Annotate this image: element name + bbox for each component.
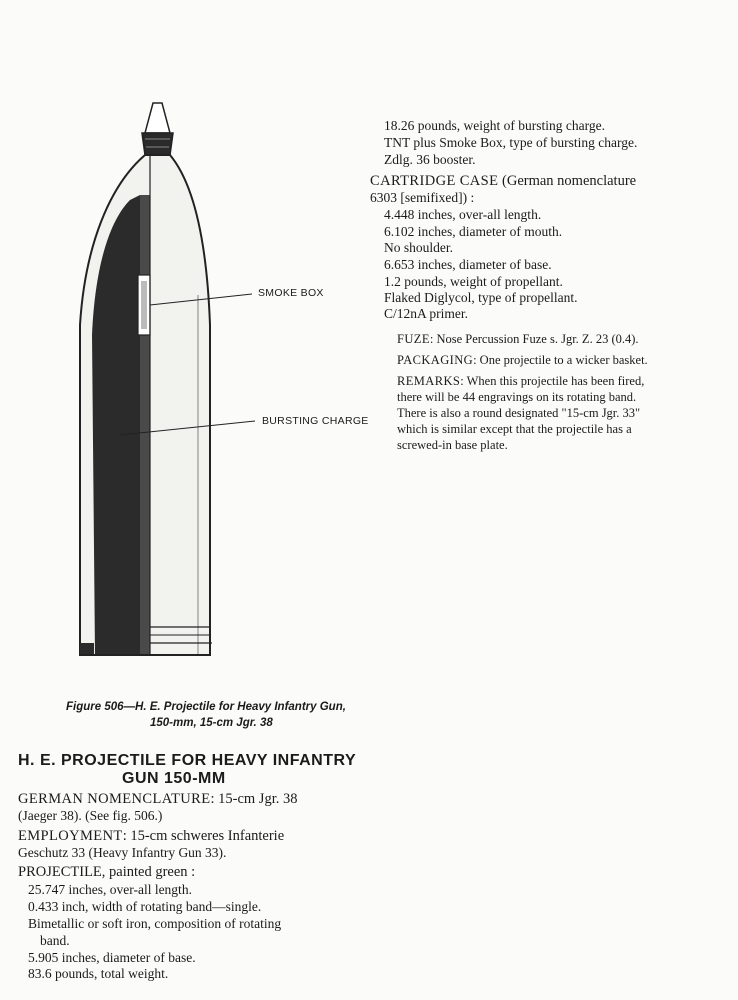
- cartridge-item: 6.653 inches, diameter of base.: [384, 257, 552, 272]
- cartridge-item: C/12nA primer.: [384, 306, 468, 321]
- section-title-line1: H. E. PROJECTILE FOR HEAVY INFANTRY: [18, 752, 357, 769]
- projectile-item: 25.747 inches, over-all length.: [28, 882, 192, 897]
- cartridge-item: 1.2 pounds, weight of propellant.: [384, 274, 563, 289]
- smoke-box-label: SMOKE BOX: [258, 287, 324, 299]
- remarks-value: : When this projectile has been fired,: [460, 374, 645, 388]
- remarks-heading: REMARKS: [397, 374, 461, 388]
- remarks-line: there will be 44 engravings on its rotating band.: [397, 390, 637, 404]
- cartridge-item: Flaked Diglycol, type of propellant.: [384, 290, 578, 305]
- booster: Zdlg. 36 booster.: [384, 152, 476, 167]
- projectile-item: band.: [40, 933, 70, 948]
- cartridge-heading: CARTRIDGE CASE: [370, 173, 499, 189]
- fuze-tip: [145, 103, 170, 133]
- fuze-body: [142, 133, 173, 155]
- projectile-item: 0.433 inch, width of rotating band—single.: [28, 899, 262, 914]
- nomenclature-line1: [18, 791, 297, 807]
- projectile-item: Bimetallic or soft iron, composition of rotating: [28, 916, 282, 931]
- cartridge-heading-line: [370, 173, 636, 189]
- section-title-line2: GUN 150-MM: [122, 770, 226, 787]
- cartridge-item: No shoulder.: [384, 240, 453, 255]
- cartridge-heading-rest: (German nomenclature: [498, 173, 637, 189]
- projectile-cutaway-drawing: [60, 95, 320, 695]
- employment-heading: EMPLOYMENT: [18, 828, 123, 844]
- figure-caption-line2: 150-mm, 15-cm Jgr. 38: [150, 717, 273, 729]
- remarks-line: There is also a round designated "15-cm Jgr. 33": [397, 406, 641, 420]
- remarks-line: which is similar except that the projectile has a: [397, 422, 632, 436]
- projectile-item: 83.6 pounds, total weight.: [28, 966, 169, 981]
- projectile-heading: PROJECTILE, painted green :: [18, 864, 196, 880]
- bursting-charge-label: BURSTING CHARGE: [262, 415, 369, 427]
- projectile-item: 5.905 inches, diameter of base.: [28, 950, 196, 965]
- bursting-charge-weight: 18.26 pounds, weight of bursting charge.: [384, 118, 605, 133]
- employment-line1: [18, 828, 284, 844]
- employment-value: : 15-cm schweres Infanterie: [122, 828, 285, 844]
- remarks-line1: [397, 373, 644, 389]
- fuze-line: [397, 331, 639, 347]
- figure-caption-line1: Figure 506—H. E. Projectile for Heavy Infantry Gun,: [66, 701, 346, 713]
- remarks-line: screwed-in base plate.: [397, 438, 508, 452]
- cartridge-item: 4.448 inches, over-all length.: [384, 207, 542, 222]
- packaging-heading: PACKAGING: [397, 353, 474, 367]
- fuze-heading: FUZE: [397, 332, 430, 346]
- nomenclature-heading: GERMAN NOMENCLATURE: [18, 791, 211, 807]
- packaging-value: : One projectile to a wicker basket.: [473, 353, 648, 367]
- nomenclature-line2: (Jaeger 38). (See fig. 506.): [18, 808, 163, 823]
- fuze-value: : Nose Percussion Fuze s. Jgr. Z. 23 (0.4).: [429, 332, 639, 346]
- cartridge-line2: 6303 [semifixed]) :: [370, 190, 475, 205]
- employment-line2: Geschutz 33 (Heavy Infantry Gun 33).: [18, 845, 227, 860]
- nomenclature-value: : 15-cm Jgr. 38: [210, 791, 298, 807]
- packaging-line: [397, 352, 648, 368]
- cartridge-item: 6.102 inches, diameter of mouth.: [384, 224, 563, 239]
- bursting-charge-type: TNT plus Smoke Box, type of bursting charge.: [384, 135, 638, 150]
